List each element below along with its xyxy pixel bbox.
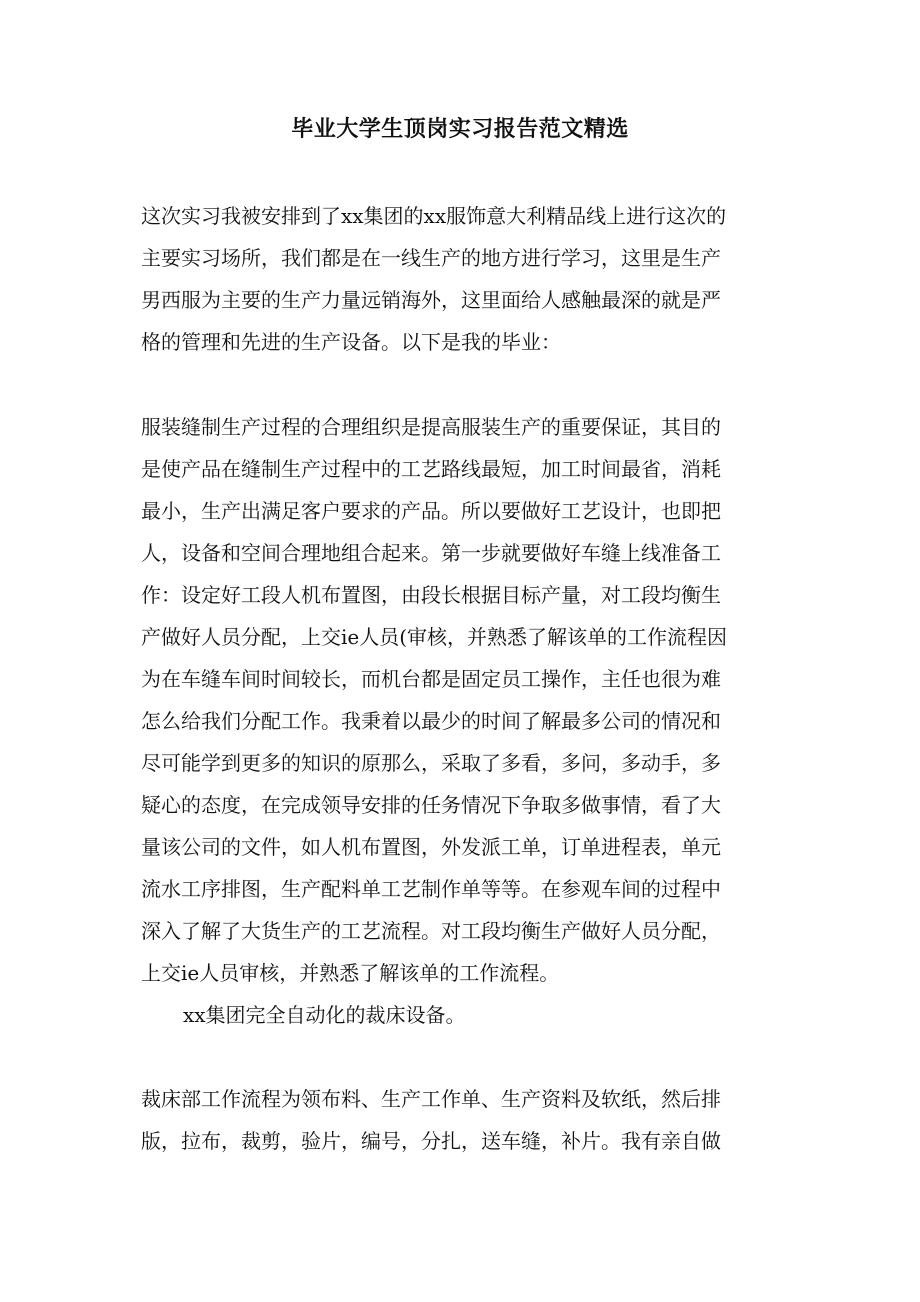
text-line: 服装缝制生产过程的合理组织是提高服装生产的重要保证，其目的 [141, 415, 721, 439]
text-line: 人，设备和空间合理地组合起来。第一步就要做好车缝上线准备工 [141, 541, 721, 565]
text-line: 这次实习我被安排到了xx集团的xx服饰意大利精品线上进行这次的 [141, 204, 727, 228]
text-line: 格的管理和先进的生产设备。以下是我的毕业： [141, 330, 561, 354]
text-line: 作：设定好工段人机布置图，由段长根据目标产量，对工段均衡生 [141, 583, 721, 607]
text-line: xx集团完全自动化的裁床设备。 [183, 1003, 466, 1027]
paragraph-sewing-process [141, 406, 781, 994]
text-line: 流水工序排图，生产配料单工艺制作单等等。在参观车间的过程中 [141, 877, 721, 901]
text-line: 为在车缝车间时间较长，而机台都是固定员工操作，主任也很为难 [141, 667, 721, 691]
text-line: 主要实习场所，我们都是在一线生产的地方进行学习，这里是生产 [141, 246, 721, 270]
text-line: 上交ie人员审核，并熟悉了解该单的工作流程。 [141, 961, 560, 985]
paragraph-cutting-workflow [141, 1078, 781, 1162]
text-line: 尽可能学到更多的知识的原那么，采取了多看，多问，多动手，多 [141, 751, 721, 775]
text-line: 版，拉布，裁剪，验片，编号，分扎，送车缝，补片。我有亲自做 [141, 1129, 721, 1153]
text-line: 男西服为主要的生产力量远销海外，这里面给人感触最深的就是严 [141, 288, 721, 312]
text-line: 疑心的态度，在完成领导安排的任务情况下争取多做事情，看了大 [141, 793, 721, 817]
text-line: 量该公司的文件，如人机布置图，外发派工单，订单进程表，单元 [141, 835, 721, 859]
text-line: 怎么给我们分配工作。我秉着以最少的时间了解最多公司的情况和 [141, 709, 721, 733]
paragraph-intro [141, 195, 781, 363]
text-line: 深入了解了大货生产的工艺流程。对工段均衡生产做好人员分配， [141, 919, 721, 943]
paragraph-cutting-equipment [183, 994, 823, 1036]
text-line: 产做好人员分配，上交ie人员(审核，并熟悉了解该单的工作流程因 [141, 625, 728, 649]
page-title: 毕业大学生顶岗实习报告范文精选 [291, 116, 629, 142]
text-line: 最小，生产出满足客户要求的产品。所以要做好工艺设计，也即把 [141, 499, 721, 523]
text-line: 裁床部工作流程为领布料、生产工作单、生产资料及软纸，然后排 [141, 1087, 721, 1111]
text-line: 是使产品在缝制生产过程中的工艺路线最短，加工时间最省，消耗 [141, 457, 721, 481]
